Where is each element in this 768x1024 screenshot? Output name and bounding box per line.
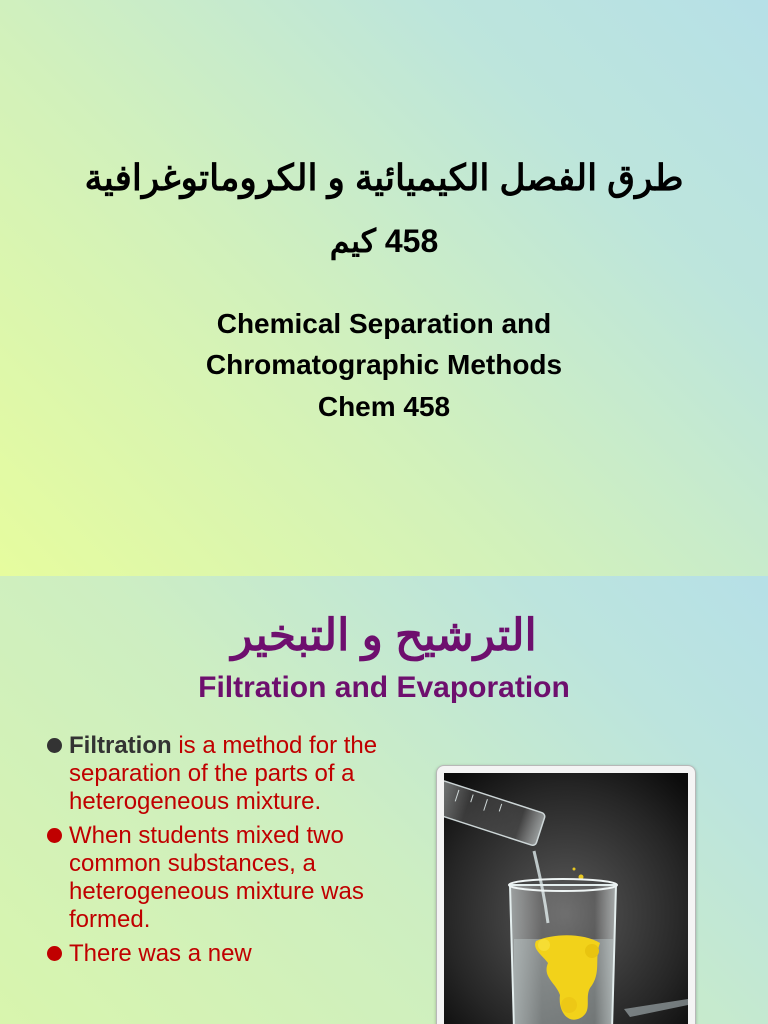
arabic-course-code: 458 كيم	[329, 223, 439, 259]
arabic-course-title: طرق الفصل الكيميائية و الكروماتوغرافية	[84, 157, 684, 198]
bullet-list	[44, 732, 424, 974]
english-title-line-2: Chromatographic Methods	[205, 349, 563, 380]
bullet-dot-icon	[47, 828, 62, 843]
english-title-line-1: Chemical Separation and	[216, 308, 552, 339]
bullet-item-new	[44, 940, 424, 968]
english-course-code: Chem 458	[317, 391, 451, 422]
filtration-slide	[0, 576, 768, 1024]
bullet-text: is a method for the separation of the parts of a heterogeneous mixture.	[69, 732, 378, 815]
bullet-dot-icon	[47, 946, 62, 961]
bullet-item-filtration	[44, 732, 424, 816]
bullet-text: There was a new	[69, 940, 252, 967]
bullet-lead-term: Filtration	[69, 732, 172, 759]
bullet-item-students	[44, 822, 424, 934]
beaker-photo-frame	[436, 765, 696, 1024]
bullet-dot-icon	[47, 738, 62, 753]
beaker-pouring-image	[444, 773, 688, 1024]
english-slide-title: Filtration and Evaporation	[198, 671, 570, 704]
arabic-slide-title: الترشيح و التبخير	[231, 611, 537, 660]
bullet-text: When students mixed two common substances, a heterogeneous mixture was formed.	[69, 822, 364, 933]
